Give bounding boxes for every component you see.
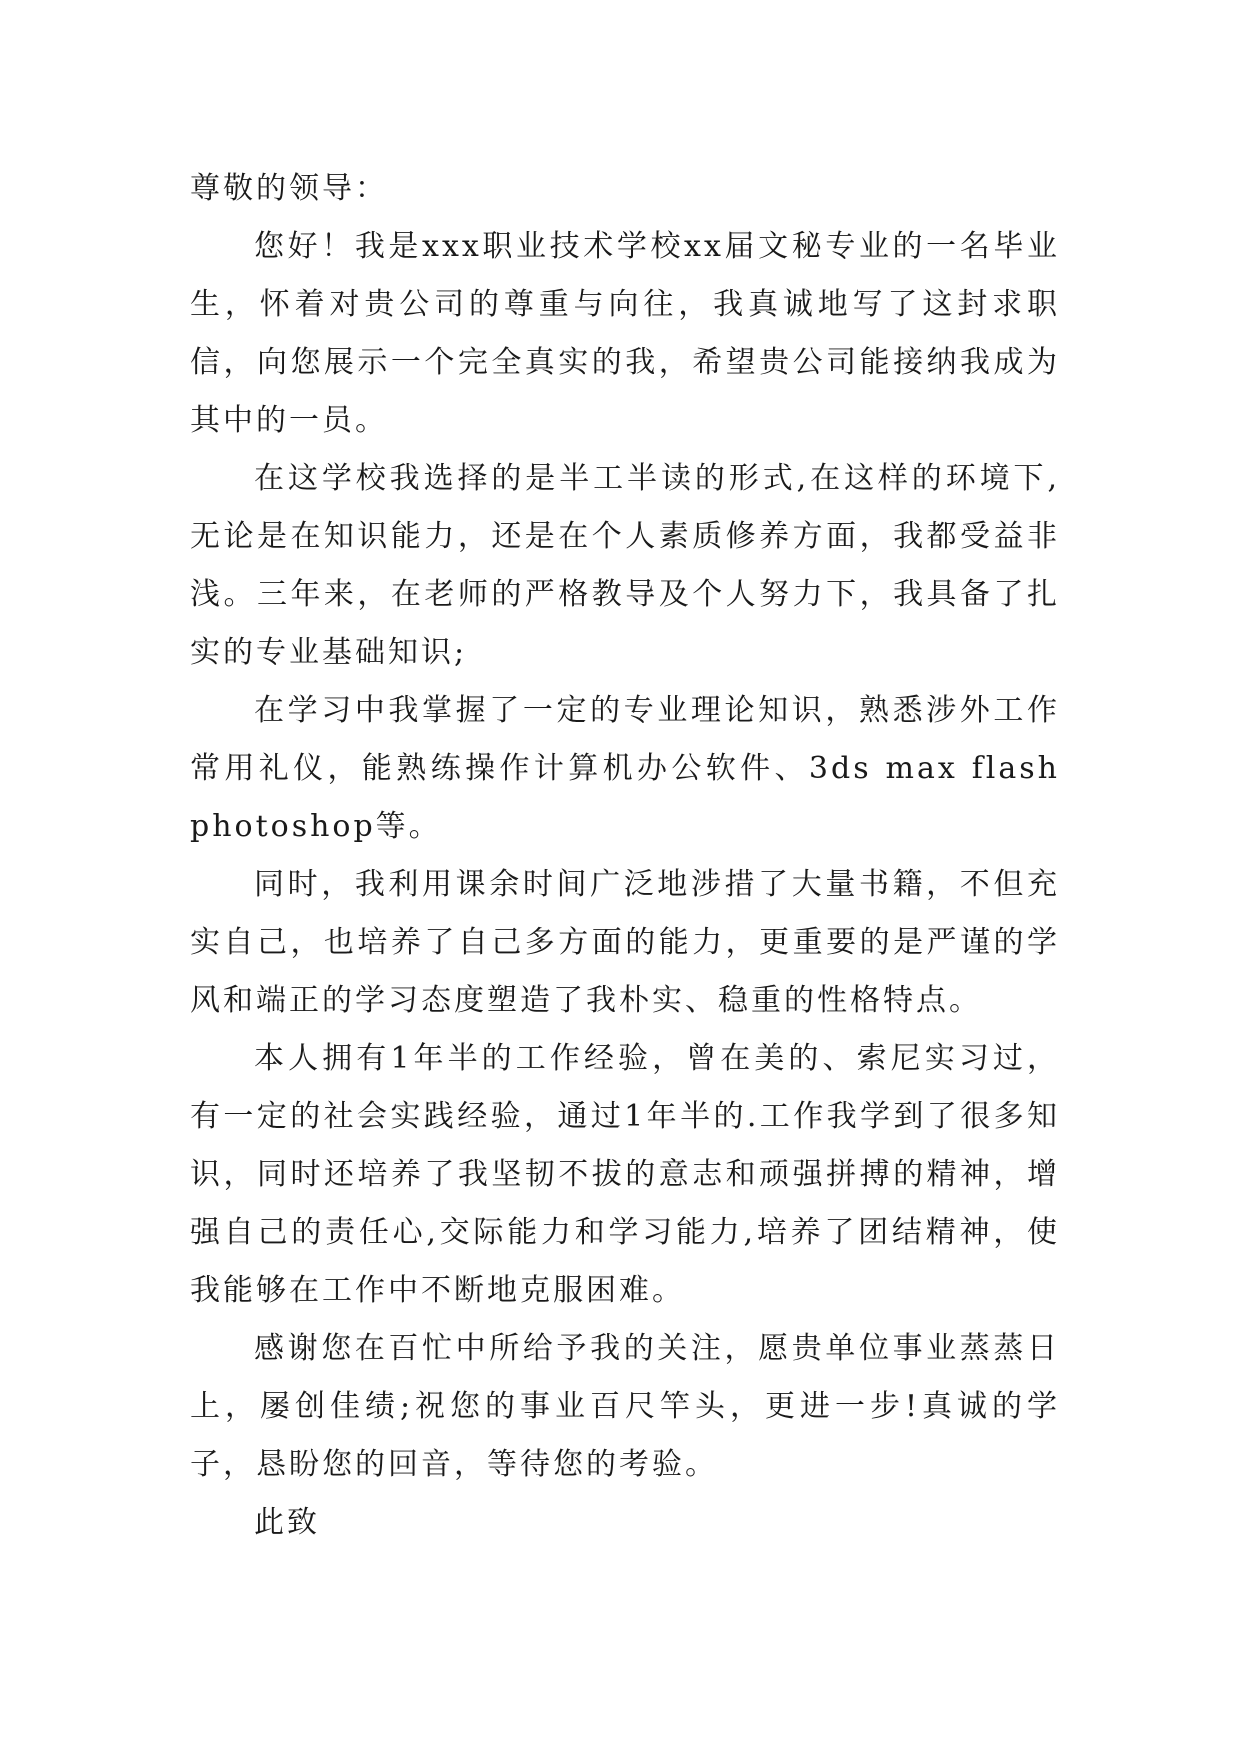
paragraph-self-study: 同时，我利用课余时间广泛地涉措了大量书籍，不但充实自己，也培养了自己多方面的能力，更重要的是严谨的学风和端正的学习态度塑造了我朴实、稳重的性格特点。 — [190, 867, 1060, 1018]
closing: 此致 — [254, 1505, 320, 1540]
paragraph-thanks: 感谢您在百忙中所给予我的关注，愿贵单位事业蒸蒸日上，屡创佳绩;祝您的事业百尺竿头，更进一步!真诚的学子，恳盼您的回音，等待您的考验。 — [190, 1331, 1060, 1482]
paragraph-greeting: 您好！我是xxx职业技术学校xx届文秘专业的一名毕业生，怀着对贵公司的尊重与向往，我真诚地写了这封求职信，向您展示一个完全真实的我，希望贵公司能接纳我成为其中的一员。 — [190, 229, 1060, 438]
paragraph-skills: 在学习中我掌握了一定的专业理论知识，熟悉涉外工作常用礼仪，能熟练操作计算机办公软件、3ds max flash photoshop等。 — [190, 693, 1060, 844]
paragraph-school: 在这学校我选择的是半工半读的形式,在这样的环境下,无论是在知识能力，还是在个人素质修养方面，我都受益非浅。三年来，在老师的严格教导及个人努力下，我具备了扎实的专业基础知识; — [190, 461, 1060, 670]
salutation: 尊敬的领导： — [190, 171, 388, 206]
cover-letter — [190, 160, 1060, 1552]
paragraph-experience: 本人拥有1年半的工作经验，曾在美的、索尼实习过，有一定的社会实践经验，通过1年半的.工作我学到了很多知识，同时还培养了我坚韧不拔的意志和顽强拼搏的精神，增强自己的责任心,交际能力和学习能力,培养了团结精神，使我能够在工作中不断地克服困难。 — [190, 1041, 1060, 1308]
